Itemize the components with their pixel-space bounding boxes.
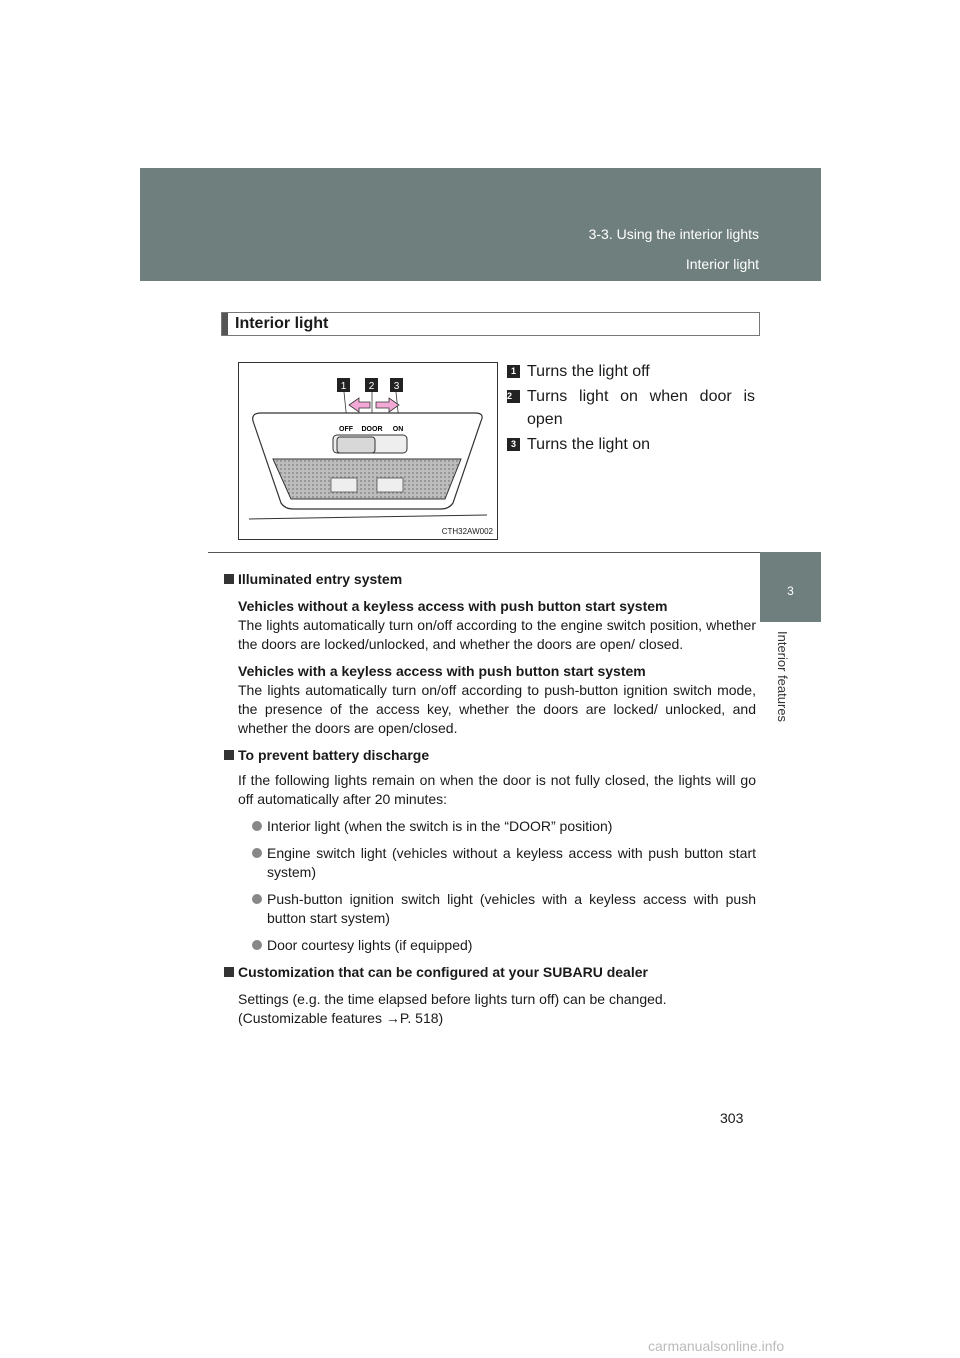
note-paragraph: Settings (e.g. the time elapsed before lights turn off) can be changed.: [238, 991, 667, 1007]
right-arrow-icon: [376, 398, 399, 412]
light-lens: [273, 459, 461, 499]
bullet-icon: [252, 821, 262, 831]
label-on: ON: [392, 426, 404, 433]
interior-light-drawing: [239, 363, 497, 539]
callout-item: [507, 433, 755, 456]
note-paragraph: If the following lights remain on when the door is not fully closed, the lights will go off automatically after 20 minutes:: [238, 772, 756, 807]
bullet-icon: [252, 894, 262, 904]
figure-marker-2-text: 2: [368, 381, 375, 392]
figure-marker-3: [390, 378, 403, 392]
label-off: OFF: [339, 426, 353, 433]
section-title: 3-3. Using the interior lights: [588, 226, 759, 242]
square-bullet-icon: [224, 750, 234, 760]
note-heading-entry: [224, 570, 756, 589]
note-heading-custom: [224, 963, 756, 982]
callout-item: [507, 385, 755, 431]
note-heading-text: To prevent battery discharge: [238, 747, 430, 763]
note-heading-text: Illuminated entry system: [238, 571, 403, 587]
figure-marker-3-text: 3: [393, 381, 400, 392]
bullet-icon: [252, 940, 262, 950]
list-item-text: Interior light (when the switch is in the “DOOR” position): [267, 818, 613, 834]
header-band: [140, 168, 821, 281]
section-heading: [221, 312, 760, 336]
figure-marker-1-text: 1: [340, 381, 347, 392]
figure-marker-1: [337, 378, 350, 392]
callout-list: [507, 360, 755, 458]
note-paragraph: The lights automatically turn on/off according to the engine switch position, whether the doors are locked/unlocked, and whether the doors are open/ closed.: [238, 617, 756, 652]
callout-number: 3: [507, 438, 520, 451]
notes-body: [224, 570, 756, 1028]
label-door: DOOR: [361, 426, 383, 433]
list-item-text: Engine switch light (vehicles without a keyless access with push button start system): [267, 845, 756, 880]
note-heading-text: Customization that can be configured at your SUBARU dealer: [238, 964, 648, 980]
page-number: 303: [720, 1110, 744, 1126]
list-item-text: Door courtesy lights (if equipped): [267, 937, 473, 953]
subsection-title: Interior light: [685, 256, 759, 272]
heading-text: Interior light: [235, 315, 329, 332]
watermark: carmanualsonline.info: [648, 1338, 785, 1354]
callout-text: Turns the light off: [527, 363, 650, 380]
list-item: [252, 890, 756, 928]
figure-marker-2: [365, 378, 378, 392]
section-divider: [208, 552, 760, 553]
list-item: [252, 817, 756, 836]
note-heading-battery: [224, 746, 756, 765]
square-bullet-icon: [224, 967, 234, 977]
heading-bar: [222, 313, 228, 335]
list-item: [252, 936, 756, 955]
list-item-text: Push-button ignition switch light (vehicles with a keyless access with push button start system): [267, 891, 756, 926]
left-arrow-icon: [349, 398, 370, 412]
callout-number: 2: [507, 390, 520, 403]
interior-light-illustration: [238, 362, 498, 540]
figure-code: CTH32AW002: [441, 527, 493, 536]
callout-text: Turns the light on: [527, 436, 651, 453]
list-item: [252, 844, 756, 882]
callout-text: Turns light on when door is open: [527, 388, 755, 428]
note-paragraph: (Customizable features →P. 518): [238, 1010, 444, 1026]
callout-item: [507, 360, 755, 383]
note-subheading: Vehicles without a keyless access with push button start system: [238, 598, 668, 614]
square-bullet-icon: [224, 574, 234, 584]
chapter-number: 3: [787, 584, 794, 598]
chapter-label: Interior features: [775, 631, 790, 723]
note-paragraph: The lights automatically turn on/off according to push-button ignition switch mode, the presence of the access key, whether the doors are locked/ unlocked, and whether the doors are open/closed.: [238, 682, 756, 736]
bullet-icon: [252, 848, 262, 858]
chapter-tab: [760, 552, 821, 622]
note-subheading: Vehicles with a keyless access with push button start system: [238, 663, 646, 679]
callout-number: 1: [507, 365, 520, 378]
